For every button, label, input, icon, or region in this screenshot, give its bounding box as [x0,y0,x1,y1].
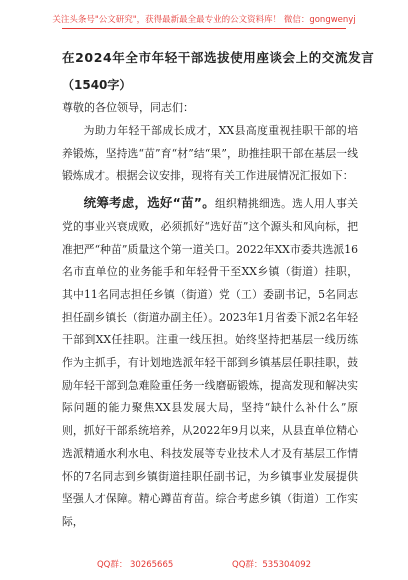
word-count: （1540字） [62,78,132,92]
salutation: 尊敬的各位领导，同志们： [62,101,194,114]
document-body [62,120,358,534]
footer-qq-group-1: QQ群： 30265665 [96,560,174,570]
section1-paragraph [62,192,358,534]
footer-qq-group-2: QQ群：535304092 [232,560,312,570]
header-divider [62,28,346,29]
section1-body: 组织精挑细选。选人用人事关党的事业兴衰成败，必须抓好“选好苗”这个源头和风向标，把准把严“种苗”质量这个第一道关口。2022年XX市委共选派16名市直单位的业务能手和年轻骨干至XX乡镇（街道）挂职，其中11名同志担任乡镇（街道）党（工）委副书记，5名同志担任副乡镇长（街道办副主任）。2023年1月省委下派2名年轻干部到XX任挂职。注重一线压担。始终坚持把基层一线历练作为主抓手，有计划地选派年轻干部到乡镇基层任职挂职，鼓励年轻干部到急难险重任务一线磨砺锻炼，提高发现和解决实际问题的能力聚焦XX县发展大局，坚持“缺什么补什么”原则，抓好干部系统培养，从2022年9月以来，从县直单位精心选派精通水利水电、科技发展等专业技术人才及有基层工作情怀的7名同志到乡镇街道挂职任副书记，为乡镇事业发展提供坚强人才保障。精心蹲苗育苗。综合考虑乡镇（街道）工作实际， [62,197,358,528]
intro-paragraph: 为助力年轻干部成长成才，XX县高度重视挂职干部的培养锻炼，坚持选“苗”育“材”结“果”，助推挂职干部在基层一线锻炼成才。根据会议安排，现将有关工作进展情况汇报如下： [62,124,358,183]
header-banner: 关注头条号"公文研究"，获得最新最全最专业的公文资料库！ 微信：gongwenyj [52,15,356,25]
footer [0,558,408,570]
section1-heading: 统筹考虑，选好“苗”。 [83,195,215,211]
document-title: 在2024年全市年轻干部选拔使用座谈会上的交流发言 [62,50,375,65]
